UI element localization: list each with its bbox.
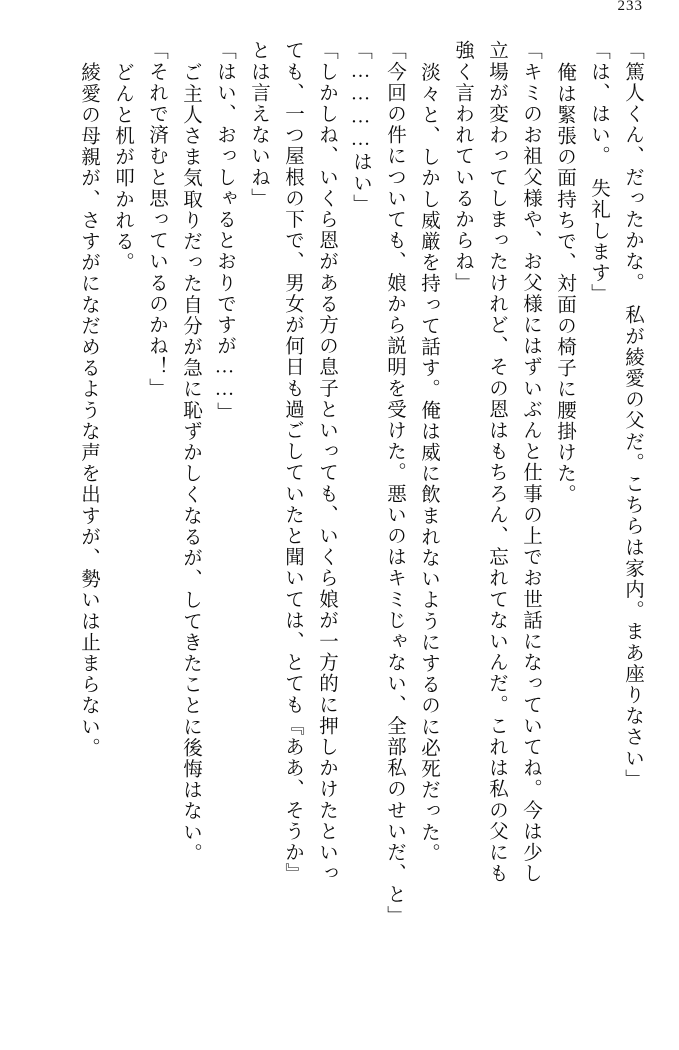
text-line: 「は、はい。 失礼します」 [588,40,609,305]
text-line: ても、一つ屋根の下で、男女が何日も過ごしていたと聞いては、とても『ああ、そうか』 [282,40,303,884]
text-line: 「しかしね、いくら恩がある方の息子といっても、いくら娘が一方的に押しかけたといっ [316,40,337,884]
page-number: 233 [617,0,643,14]
text-line: 立場が変わってしまったけれど、その恩はもちろん、忘れてないんだ。これは私の父にも [486,40,507,884]
text-line: 「…………はい」 [350,40,371,215]
text-line: 俺は緊張の面持ちで、対面の椅子に腰掛けた。 [554,62,575,506]
text-line: 綾愛の母親が、さすがになだめるような声を出すが、勢いは止まらない。 [78,62,99,759]
text-line: とは言えないね」 [248,40,269,209]
text-line: 「それで済むと思っているのかね！」 [146,40,167,399]
text-line: 強く言われているからね」 [452,40,473,294]
text-line: 淡々と、しかし威厳を持って話す。俺は威に飲まれないようにするのに必死だった。 [418,62,439,864]
vertical-text-body [34,40,649,1014]
text-line: 「はい、おっしゃるとおりですが……」 [214,40,235,423]
text-line: 「今回の件についても、娘から説明を受けた。悪いのはキミじゃない、全部私のせいだ、と」 [384,40,405,927]
text-line: 「キミのお祖父様や、お父様にはずいぶんと仕事の上でお世話になっていてね。今は少し [520,40,541,884]
text-line: ご主人さま気取りだった自分が急に恥ずかしくなるが、してきたことに後悔はない。 [180,62,201,864]
text-line: どんと机が叩かれる。 [112,62,133,273]
text-line: 「篤人くん、だったかな。 私が綾愛の父だ。こちらは家内。まあ座りなさい」 [622,40,643,790]
